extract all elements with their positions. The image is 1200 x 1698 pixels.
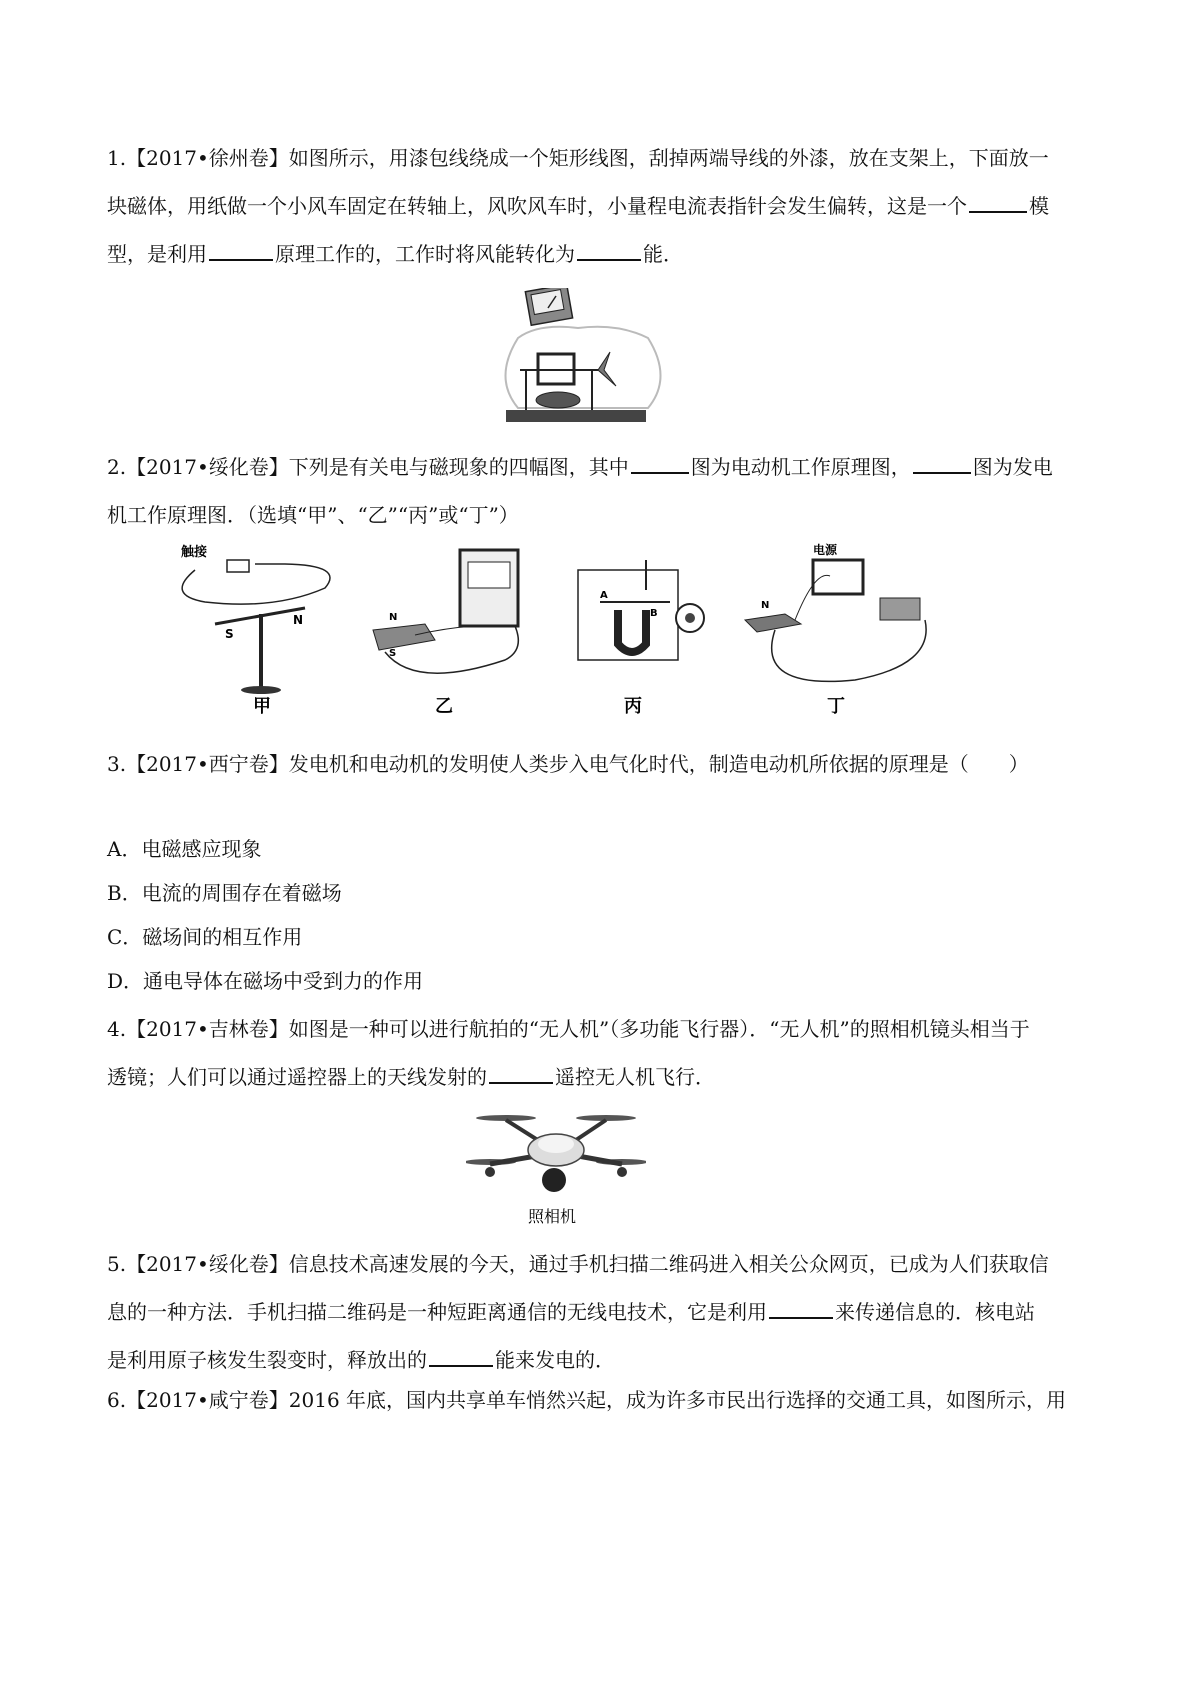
q3-option-d[interactable] [107,966,423,996]
caption-ding: 丁 [827,696,845,717]
q4-line-1: 4.【2017•吉林卷】如图是一种可以进行航拍的“无人机”（多功能飞行器）．“无人机”的照相机镜头相当于 [107,1017,1030,1041]
caption-bing: 丙 [624,696,642,717]
q4-figure-drone [466,1106,646,1232]
question-3 [107,740,1099,788]
q6-line-1: 6.【2017•咸宁卷】2016 年底，国内共享单车悄然兴起，成为许多市民出行选择的交通工具，如图所示，用 [107,1388,1067,1412]
q4-text-1: 如图是一种可以进行航拍的“无人机”（多功能飞行器）．“无人机”的照相机镜头相当于 [288,1017,1030,1041]
q3-text-1: 发电机和电动机的发明使人类步入电气化时代，制造电动机所依据的原理是（ ） [288,752,1029,776]
q1-text-2b: 模 [1029,194,1049,218]
option-text: 磁场间的相互作用 [142,925,303,949]
ding-label-power: 电源 [813,543,838,557]
q1-line-2 [107,182,1099,230]
q5-text-3a: 是利用原子核发生裂变时，释放出的 [107,1348,427,1372]
q2-number: 2 [107,455,120,479]
q5-line-2 [107,1288,1099,1336]
option-text: 电流的周围存在着磁场 [141,881,342,905]
q3-option-b[interactable] [107,878,342,908]
q3-number: 3 [107,752,120,776]
q1-blank-2[interactable] [209,239,273,261]
q1-figure-wind-generator [498,288,668,428]
question-1 [107,134,1099,278]
q1-number: 1 [107,146,120,170]
q4-text-2b: 遥控无人机飞行． [555,1065,715,1089]
svg-text:S: S [225,627,234,641]
q6-text-1: 2016 年底，国内共享单车悄然兴起，成为许多市民出行选择的交通工具，如图所示，用 [288,1388,1067,1412]
q5-line-1: 5.【2017•绥化卷】信息技术高速发展的今天，通过手机扫描二维码进入相关公众网页，已成为人们获取信 [107,1252,1049,1276]
diagram-yi [373,550,518,717]
svg-text:B: B [650,608,658,619]
q4-text-2a: 透镜；人们可以通过遥控器上的天线发射的 [107,1065,487,1089]
q1-text-1: 如图所示，用漆包线绕成一个矩形线图，刮掉两端导线的外漆，放在支架上，下面放一 [288,146,1049,170]
question-2 [107,443,1099,539]
q5-blank-2[interactable] [429,1345,493,1367]
q2-line-2: 机工作原理图．（选填“甲”、“乙”“丙”或“丁”） [107,503,519,527]
caption-yi: 乙 [435,696,453,717]
diagram-bing [578,560,704,717]
q5-text-1: 信息技术高速发展的今天，通过手机扫描二维码进入相关公众网页，已成为人们获取信 [288,1252,1049,1276]
q2-source: 【2017•绥化卷】 [126,455,289,479]
jia-label-touch: 触接 [181,545,208,560]
q3-option-c[interactable] [107,922,302,952]
q1-blank-3[interactable] [577,239,641,261]
q1-blank-1[interactable] [969,191,1027,213]
q1-text-3b: 原理工作的，工作时将风能转化为 [275,242,575,266]
q1-text-3a: 型，是利用 [107,242,207,266]
svg-text:S: S [389,648,397,659]
svg-text:N: N [761,600,770,611]
option-letter: A． [107,837,142,861]
q3-line-1: 3.【2017•西宁卷】发电机和电动机的发明使人类步入电气化时代，制造电动机所依据的原理是（ ） [107,752,1029,776]
q2-text-1c: 图为发电 [972,455,1053,479]
q4-source: 【2017•吉林卷】 [126,1017,289,1041]
q4-line-2 [107,1053,1099,1101]
q6-source: 【2017•咸宁卷】 [126,1388,289,1412]
q5-number: 5 [107,1252,120,1276]
q5-text-3b: 能来发电的． [495,1348,615,1372]
q3-option-a[interactable] [107,834,261,864]
q4-blank-1[interactable] [489,1062,553,1084]
q5-text-2a: 息的一种方法．手机扫描二维码是一种短距离通信的无线电技术，它是利用 [107,1300,767,1324]
q5-text-2b: 来传递信息的．核电站 [835,1300,1035,1324]
question-4 [107,1005,1099,1101]
svg-text:N: N [293,613,304,627]
q1-source: 【2017•徐州卷】 [126,146,289,170]
option-letter: B． [107,881,142,905]
diagram-jia [181,544,330,717]
q5-source: 【2017•绥化卷】 [126,1252,289,1276]
option-letter: D． [107,969,144,993]
caption-jia: 甲 [253,696,271,717]
question-5 [107,1240,1099,1384]
q2-blank-2[interactable] [913,452,971,474]
question-6 [107,1376,1099,1424]
q2-text-1a: 下列是有关电与磁现象的四幅图，其中 [288,455,629,479]
q2-figure-four-diagrams [175,540,1025,730]
q1-line-3 [107,230,1099,278]
q5-blank-1[interactable] [769,1297,833,1319]
drone-caption: 照相机 [528,1207,577,1226]
svg-text:A: A [600,590,608,601]
q2-blank-1[interactable] [631,452,689,474]
q4-number: 4 [107,1017,120,1041]
option-letter: C． [107,925,143,949]
q3-source: 【2017•西宁卷】 [126,752,289,776]
q1-text-3c: 能． [643,242,683,266]
diagram-ding [745,542,926,717]
q6-number: 6 [107,1388,120,1412]
q1-text-2a: 块磁体，用纸做一个小风车固定在转轴上，风吹风车时，小量程电流表指针会发生偏转，这是一个 [107,194,967,218]
q1-line-1: 1.【2017•徐州卷】如图所示，用漆包线绕成一个矩形线图，刮掉两端导线的外漆，放在支架上，下面放一 [107,146,1049,170]
svg-text:N: N [389,612,398,623]
q2-text-1b: 图为电动机工作原理图， [690,455,911,479]
q2-line-1: 2.【2017•绥化卷】下列是有关电与磁现象的四幅图，其中 图为电动机工作原理图， 图为发电 [107,443,1099,491]
option-text: 通电导体在磁场中受到力的作用 [143,969,424,993]
option-text: 电磁感应现象 [141,837,262,861]
